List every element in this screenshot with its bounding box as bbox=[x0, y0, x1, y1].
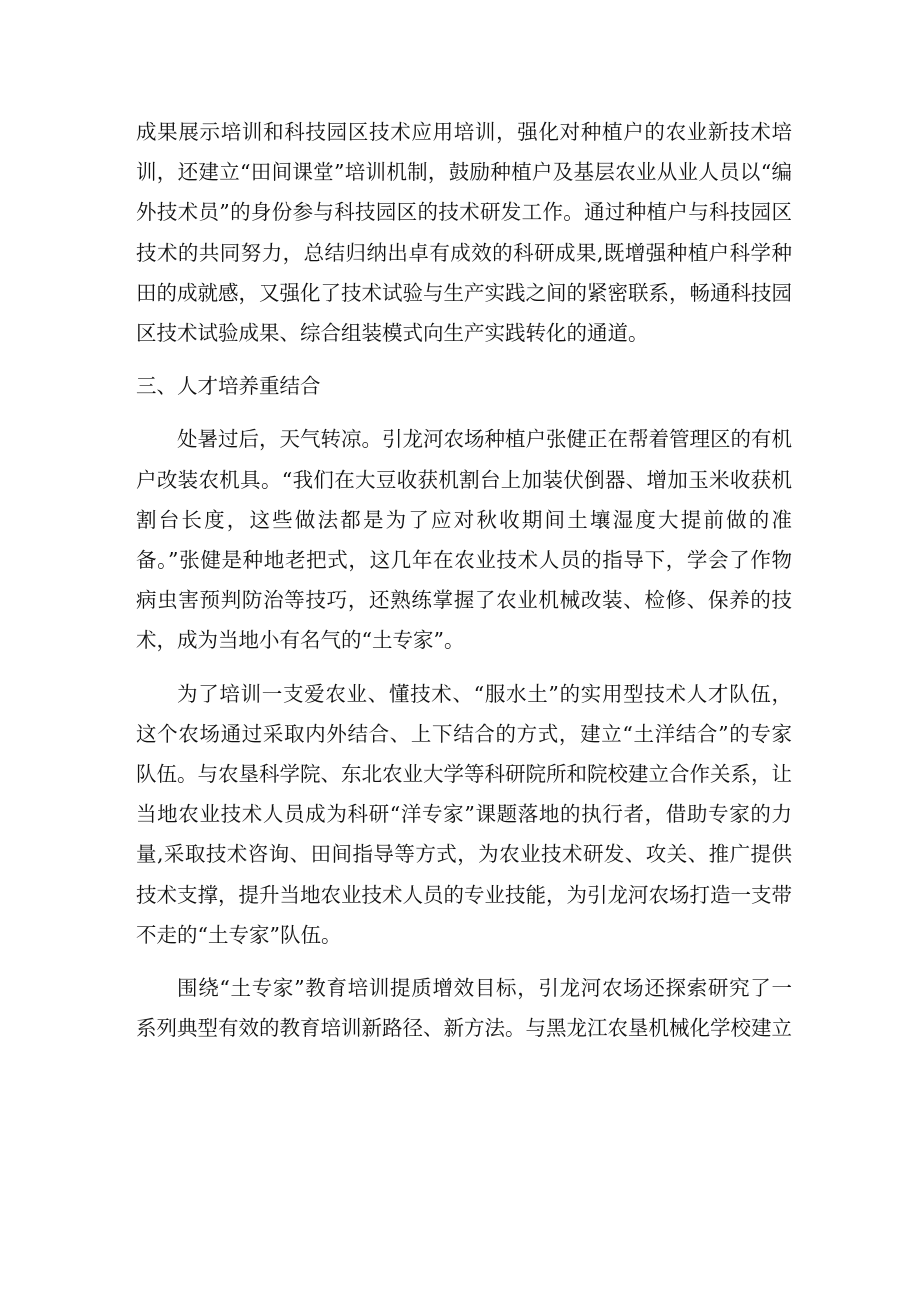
document-body bbox=[136, 112, 792, 1048]
section-heading: 三、人才培养重结合 bbox=[136, 374, 321, 399]
paragraph-expert-team: 为了培训一支爱农业、懂技术、“服水土”的实用型技术人才队伍，这个农场通过采取内外结合、上下结合的方式，建立“土洋结合”的专家队伍。与农垦科学院、东北农业大学等科研院所和院校建立合作关系，让当地农业技术人员成为科研“洋专家”课题落地的执行者，借助专家的力量,采取技术咨询、田间指导等方式，为农业技术研发、攻关、推广提供技术支撑，提升当地农业技术人员的专业技能，为引龙河农场打造一支带不走的“土专家”队伍。 bbox=[136, 681, 792, 947]
paragraph-zhang-jian: 处暑过后，天气转凉。引龙河农场种植户张健正在帮着管理区的有机户改装农机具。“我们在大豆收获机割台上加装伏倒器、增加玉米收获机割台长度，这些做法都是为了应对秋收期间土壤湿度大提前做的准备。”张健是种地老把式，这几年在农业技术人员的指导下，学会了作物病虫害预判防治等技巧，还熟练掌握了农业机械改装、检修、保养的技术，成为当地小有名气的“土专家”。 bbox=[136, 427, 792, 653]
paragraph-continuation: 成果展示培训和科技园区技术应用培训，强化对种植户的农业新技术培训，还建立“田间课堂”培训机制，鼓励种植户及基层农业从业人员以“编外技术员”的身份参与科技园区的技术研发工作。通过种植户与科技园区技术的共同努力，总结归纳出卓有成效的科研成果,既增强种植户科学种田的成就感，又强化了技术试验与生产实践之间的紧密联系，畅通科技园区技术试验成果、综合组装模式向生产实践转化的通道。 bbox=[136, 120, 792, 346]
paragraph-training-methods: 围绕“土专家”教育培训提质增效目标，引龙河农场还探索研究了一系列典型有效的教育培训新路径、新方法。与黑龙江农垦机械化学校建立 bbox=[136, 976, 792, 1041]
